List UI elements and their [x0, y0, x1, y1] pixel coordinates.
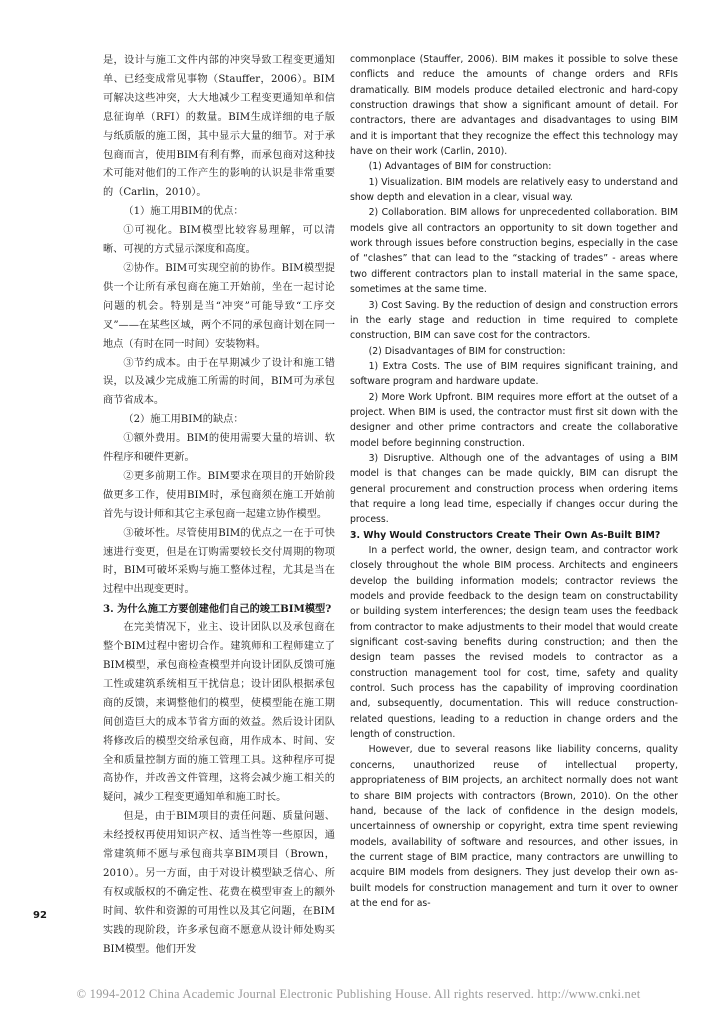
left-paragraph: 是，设计与施工文件内部的冲突导致工程变更通知单、已经变成常见事物（Stauffer，2006）。BIM可解决这些冲突，大大地减少工程变更通知单和信息征询单（RFI）的数量。BIM生成详细的电子版与纸质版的施工图，其中显示大量的细节。对于承包商而言，使用BIM有利有弊，而承包商对这种技术可能对他们的工作产生的影响的认识是非常重要的（Carlin，2010）。	[103, 55, 335, 199]
right-paragraph: 2) More Work Upfront. BIM requires more effort at the outset of a project. When BIM is used, the contractor must first sit down with the designer and other prime contractors and create the collaborative model before beginning construction.	[350, 391, 678, 449]
left-paragraph: ③节约成本。由于在早期减少了设计和施工错误，以及减少完成施工所需的时间，BIM可为承包商节省成本。	[103, 357, 335, 407]
left-paragraph: 但是，由于BIM项目的责任问题、质量问题、未经授权再使用知识产权、适当性等一些原因，通常建筑师不愿与承包商共享BIM项目（Brown，2010）。另一方面，由于对设计模型缺乏信心、所有权或版权的不确定性、花费在模型审查上的额外时间、软件和资源的可用性以及其它问题，在BIM实践的现阶段，许多承包商不愿意从设计师处购买BIM模型。他们开发	[103, 811, 335, 955]
left-paragraph: ①额外费用。BIM的使用需要大量的培训、软件程序和硬件更新。	[103, 433, 335, 464]
right-paragraph: (1) Advantages of BIM for construction:	[368, 161, 552, 173]
left-paragraph: ③破坏性。尽管使用BIM的优点之一在于可快速进行变更，但是在订购需要较长交付周期的物项时，BIM可破坏采购与施工整体过程，尤其是当在过程中出现变更时。	[103, 527, 335, 596]
right-paragraph: 1) Extra Costs. The use of BIM requires significant training, and software program and hardware update.	[350, 360, 678, 388]
right-paragraph: 1) Visualization. BIM models are relatively easy to understand and show depth and elevation in a clear, visual way.	[350, 176, 678, 204]
left-paragraph: ①可视化。BIM模型比较容易理解，可以清晰、可视的方式显示深度和高度。	[103, 225, 335, 256]
right-paragraph: 3) Disruptive. Although one of the advantages of using a BIM model is that changes can be made quickly, BIM can disrupt the general procurement and construction process when ordering items that require a long lead time, especially if changes occur during the process.	[350, 452, 678, 526]
left-paragraph: 在完美情况下，业主、设计团队以及承包商在整个BIM过程中密切合作。建筑师和工程师建立了BIM模型，承包商检查模型并向设计团队反馈可施工性或建筑系统相互干扰信息；设计团队根据承包商的反馈，来调整他们的模型，使模型能在施工期间创造巨大的成本节省方面的效益。然后设计团队将修改后的模型交给承包商，用作成本、时间、安全和质量控制方面的施工管理工具。这种程序可提高协作，并改善文件管理，这将会减少施工相关的疑问，减少工程变更通知单和施工时长。	[103, 622, 335, 804]
left-paragraph: （2）施工用BIM的缺点：	[123, 414, 244, 426]
right-paragraph: (2) Disadvantages of BIM for construction:	[368, 345, 566, 357]
left-paragraph: ②协作。BIM可实现空前的协作。BIM模型提供一个让所有承包商在施工开始前，坐在一起讨论问题的机会。特别是当“冲突”可能导致“工序交叉”——在某些区域，两个不同的承包商计划在同一地点（有时在同一时间）安装物料。	[103, 262, 335, 350]
right-paragraph: 2) Collaboration. BIM allows for unprecedented collaboration. BIM models give all contractors an opportunity to sit down together and work through issues before construction begins, especially in the case of “clashes” that can lead to the “stacking of trades” - areas where two different contractors plan to install material in the same space, sometimes at the same time.	[350, 207, 678, 296]
right-paragraph: 3) Cost Saving. By the reduction of design and construction errors in the early stage and reduction in time required to complete construction, BIM can save cost for the contractors.	[350, 299, 678, 342]
left-paragraph: ②更多前期工作。BIM要求在项目的开始阶段做更多工作，使用BIM时，承包商须在施工开始前首先与设计师和其它主承包商一起建立协作模型。	[103, 470, 335, 520]
right-paragraph: commonplace (Stauffer, 2006). BIM makes it possible to solve these conflicts and reduce the amounts of change orders and RFIs dramatically. BIM models produce detailed electronic and hard-copy construction drawings that show a significant amount of detail. For contractors, there are advantages and disadvantages to using BIM and it is important that they recognize the effect this technology may have on their work (Carlin, 2010).	[350, 54, 678, 158]
chinese-text-column	[103, 52, 335, 960]
right-paragraph: However, due to several reasons like liability concerns, quality concerns, unauthorized reuse of intellectual property, appropriateness of BIM projects, an architect normally does not want to share BIM projects with contractors (Brown, 2010). On the other hand, because of the lack of confidence in the design models, uncertainness of ownership or copyright, extra time spent reviewing models, availability of software and resources, and other issues, in the current stage of BIM practice, many contractors are unwilling to acquire BIM models from designers. They just develop their own as-built models for construction management and turn it over to owner at the end for as-	[350, 744, 678, 909]
section-heading: 3. 为什么施工方要创建他们自己的竣工BIM模型?	[103, 603, 332, 616]
right-paragraph: In a perfect world, the owner, design team, and contractor work closely throughout the whole BIM process. Architects and engineers develop the building information models; contractor reviews the models and provide feedback to the design team on constructability or building system interferences; the design team uses the feedback from contractor to make adjustments to their model that would create significant cost-saving benefits during construction; and then the design team passes the revised models to contractor as a construction management tool for cost, time, safety and quality control. Such process has the capability of improving coordination and, subsequently, documentation. This will reduce construction-related questions, leading to a reduction in change orders and the length of construction.	[350, 545, 678, 741]
english-text-column	[350, 52, 678, 911]
copyright-footer: © 1994-2012 China Academic Journal Electronic Publishing House. All rights reserved. http://www.cnki.net	[76, 987, 641, 1001]
left-paragraph: （1）施工用BIM的优点：	[123, 206, 244, 218]
page-number: 92	[33, 910, 47, 921]
section-heading: 3. Why Would Constructors Create Their Own As-Built BIM?	[350, 529, 661, 541]
